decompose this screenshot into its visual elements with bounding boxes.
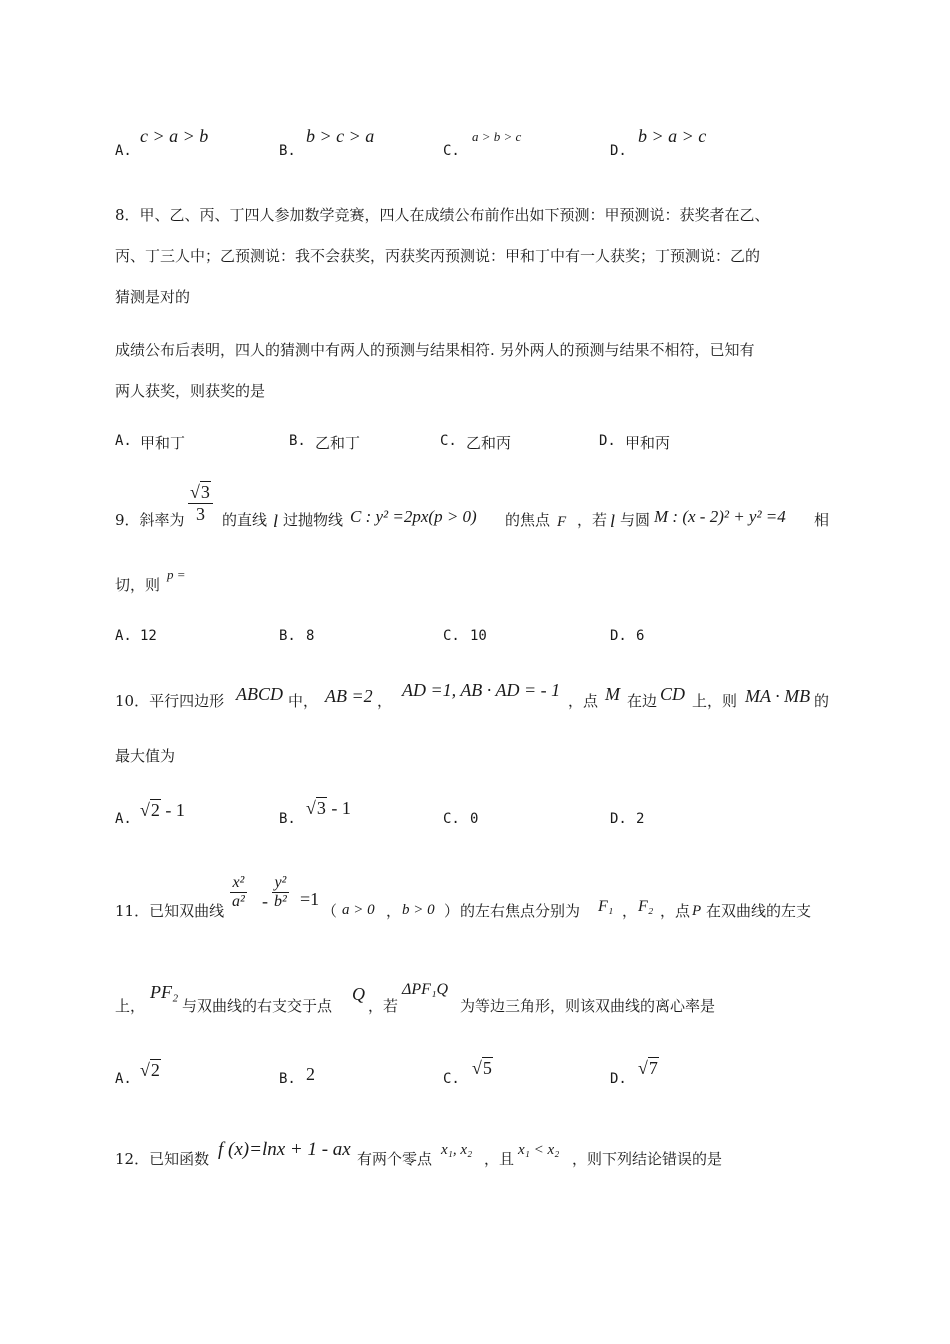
q11-text-5: 上， <box>115 997 146 1015</box>
q11-option-a-expr <box>140 1060 161 1081</box>
q9-sqrt: √3 <box>190 482 210 502</box>
q10-option-d-label: D. <box>610 811 627 827</box>
q8-option-a-label: A. <box>115 433 132 449</box>
q10-option-b-expr: √3 - 1 <box>306 798 351 818</box>
q9-option-c-label: C. <box>443 628 460 644</box>
q10-option-a-sqrt: √2 <box>140 800 160 820</box>
q9-option-a-text: 12 <box>140 628 157 644</box>
q7-option-b-label: B. <box>279 143 296 159</box>
q8-option-d-text: 甲和丙 <box>625 434 671 452</box>
q12-text-2: 有两个零点 <box>357 1150 433 1168</box>
q10-option-a-expr: √2 - 1 <box>140 800 185 820</box>
q10-option-c-label: C. <box>443 811 460 827</box>
q11-text-4: 在双曲线的左支 <box>706 902 812 920</box>
q9-focus-f: F <box>557 514 567 530</box>
q10-product: MA · MB <box>745 686 811 706</box>
q9-line-l: l <box>273 511 279 531</box>
q7-option-a-expr: c > a > b <box>140 126 209 146</box>
q10-option-b-label: B. <box>279 811 296 827</box>
q12-text-1: 12．已知函数 <box>115 1150 210 1168</box>
q11-cond-close: ） <box>444 902 460 920</box>
q11-sep: ， <box>622 902 638 920</box>
q8-line-3: 猜测是对的 <box>115 288 191 306</box>
q11-fraction-x: $\frac{\text{x²}}{\text{a²}}$ <box>232 874 245 910</box>
q7-option-d-expr: b > a > c <box>638 126 707 146</box>
q9-option-a-label: A. <box>115 628 132 644</box>
q11-b-positive: b > 0 <box>402 902 435 918</box>
q8-option-a-text: 甲和丁 <box>140 434 186 452</box>
q10-abcd: ABCD <box>236 684 283 704</box>
q10-ad: AD =1, AB · AD = - 1 <box>402 680 561 700</box>
q11-option-b-label: B. <box>279 1071 296 1087</box>
q10-text-1: 10．平行四边形 <box>115 692 225 710</box>
q10-point-m: M <box>605 684 620 704</box>
q11-point-p: P <box>692 903 702 919</box>
q10-option-c-text: 0 <box>470 811 479 827</box>
q10-text-2: 中， <box>288 692 319 710</box>
q11-triangle: ΔPF₁Q <box>402 981 449 998</box>
q9-text-2: 的直线 <box>222 511 268 529</box>
q8-option-b-text: 乙和丁 <box>315 434 361 452</box>
q9-text-6: 与圆 <box>620 511 651 529</box>
q7-option-b-expr: b > c > a <box>306 126 375 146</box>
q11-text-3: ，点 <box>660 902 691 920</box>
q8-option-d-label: D. <box>599 433 616 449</box>
q8-option-b-label: B. <box>289 433 306 449</box>
q11-option-c-label: C. <box>443 1071 460 1087</box>
q11-option-d-sqrt: √7 <box>638 1058 658 1078</box>
q9-circle: M : (x - 2)² + y² =4 <box>654 507 786 526</box>
q11-point-q: Q <box>352 984 365 1004</box>
q11-text-1: 11．已知双曲线 <box>115 902 225 920</box>
q7-option-d-label: D. <box>610 143 627 159</box>
q7-option-c-expr: a > b > c <box>472 129 522 144</box>
q10-text-5: 在边 <box>627 692 658 710</box>
q9-slope-fraction: $\frac{√3}{3}$ <box>188 482 213 525</box>
q8-line-4: 成绩公布后表明，四人的猜测中有两人的预测与结果相符. 另外两人的预测与结果不相符，已知有 <box>115 341 755 359</box>
q12-text-4: ，则下列结论错误的是 <box>572 1150 723 1168</box>
q8-option-c-label: C. <box>440 433 457 449</box>
q7-option-c-label: C. <box>443 143 460 159</box>
q9-line-2: 切，则 <box>115 576 161 594</box>
q11-option-c-sqrt: √5 <box>472 1058 492 1078</box>
q9-text-1: 9．斜率为 <box>115 511 185 529</box>
q10-line-2: 最大值为 <box>115 747 176 765</box>
q9-text-4: 的焦点 <box>505 511 551 529</box>
q11-eq-one: =1 <box>300 889 320 909</box>
q11-option-d-expr <box>638 1058 659 1079</box>
q11-f2: F₂ <box>638 898 654 915</box>
q11-pf2: PF₂ <box>150 982 179 1002</box>
q11-option-a-label: A. <box>115 1071 132 1087</box>
q9-text-7: 相 <box>814 511 830 529</box>
q8-option-c-text: 乙和丙 <box>466 434 512 452</box>
q9-parabola: C : y² =2px(p > 0) <box>350 507 477 526</box>
q11-option-d-label: D. <box>610 1071 627 1087</box>
q10-option-d-text: 2 <box>636 811 645 827</box>
q9-option-d-text: 6 <box>636 628 645 644</box>
q10-option-b-sqrt: √3 <box>306 798 326 818</box>
q9-option-c-text: 10 <box>470 628 487 644</box>
q10-text-3: ， <box>377 692 393 710</box>
q10-cd: CD <box>660 684 686 704</box>
q11-option-b-text: 2 <box>306 1064 315 1084</box>
q11-text-8: 为等边三角形，则该双曲线的离心率是 <box>460 997 716 1015</box>
q7-option-a-label: A. <box>115 143 132 159</box>
q9-option-b-label: B. <box>279 628 296 644</box>
q11-comma: ， <box>386 902 402 920</box>
q12-inequality: x₁ < x₂ <box>518 1142 560 1158</box>
q11-text-7: ，若 <box>368 997 399 1015</box>
q11-cond-open: （ <box>322 902 338 920</box>
q10-option-a-label: A. <box>115 811 132 827</box>
q11-text-2: 的左右焦点分别为 <box>460 902 581 920</box>
q11-option-c-expr <box>472 1058 493 1079</box>
q11-f1: F₁ <box>598 898 614 915</box>
q12-text-3: ，且 <box>484 1150 515 1168</box>
q11-a-positive: a > 0 <box>342 902 375 918</box>
q8-line-5: 两人获奖，则获奖的是 <box>115 382 266 400</box>
q11-minus: - <box>262 891 268 911</box>
q9-p-eq: p = <box>167 567 186 582</box>
q12-zeros: x₁, x₂ <box>441 1142 473 1158</box>
q11-text-6: 与双曲线的右支交于点 <box>182 997 333 1015</box>
q11-fraction-y: $\frac{\text{y²}}{\text{b²}}$ <box>274 874 287 910</box>
q9-line-l-2: l <box>610 511 616 531</box>
q10-text-6: 上，则 <box>692 692 738 710</box>
q9-option-b-text: 8 <box>306 628 315 644</box>
q12-function: f (x)=lnx + 1 - ax <box>218 1139 351 1160</box>
q10-ab: AB =2 <box>325 686 373 706</box>
q10-text-4: ，点 <box>568 692 599 710</box>
q11-option-a-sqrt: √2 <box>140 1060 160 1080</box>
q8-line-2: 丙、丁三人中；乙预测说：我不会获奖，丙获奖丙预测说：甲和丁中有一人获奖；丁预测说：乙的 <box>115 247 761 265</box>
q9-text-5: ，若 <box>577 511 608 529</box>
q10-text-7: 的 <box>814 692 830 710</box>
q8-line-1: 8．甲、乙、丙、丁四人参加数学竞赛，四人在成绩公布前作出如下预测：甲预测说：获奖者在乙、 <box>115 206 770 224</box>
q9-option-d-label: D. <box>610 628 627 644</box>
q9-text-3: 过抛物线 <box>283 511 344 529</box>
